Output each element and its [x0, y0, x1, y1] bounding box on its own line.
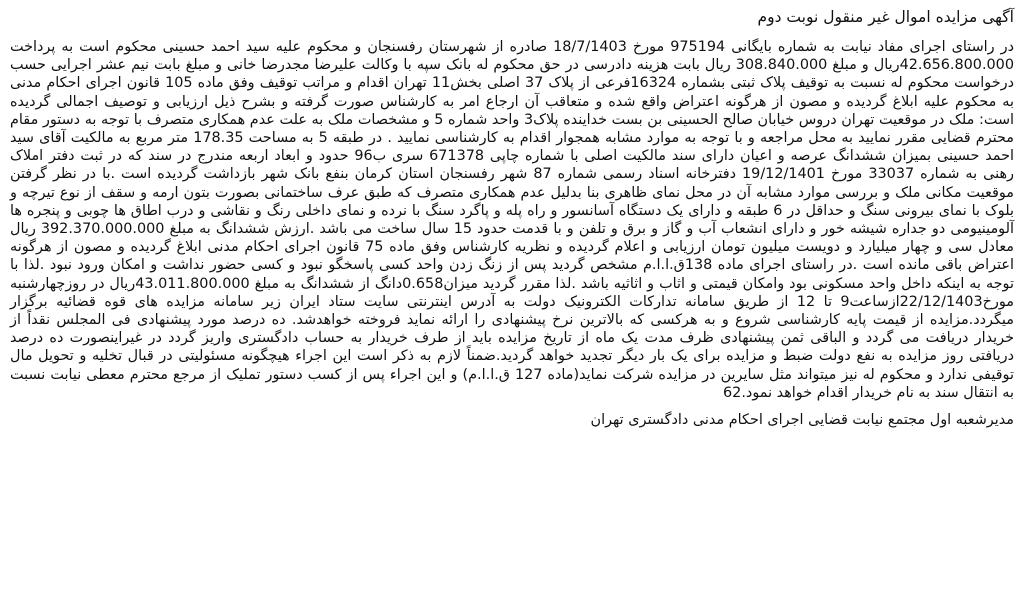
notice-body: در راستای اجرای مفاد نیابت به شماره بایگانی 975194 مورخ 18/7/1403 صادره از شهرستان رفسنجان و محکوم علیه سید احمد حسینی محکوم است به پرداخت 42.656.800.000ریال و مبلغ 308.840.000 ریال بابت هزینه دادرسی در حق محکوم له بانک سپه با وکالت علیرضا مجدرضا خانی و مبلغ بابت نیم عشر اجرایی حسب درخواست محکوم له نسبت به توقیف پلاک ثبتی بشماره 16324فرعی از پلاک 37 اصلی بخش11 تهران اقدام و مراتب توقیف وفق ماده 105 قانون اجرای احکام مدنی به محکوم علیه ابلاغ گردیده و مصون از هرگونه اعتراض واقع شده و متعاقب آن ارجاع امر به کارشناس صورت گرفته و بشرح ذیل ارزیابی و توصیف اجمالی گردیده است: ملک در موقعیت تهران دروس خیابان صالح الحسینی بن بست خداینده پلاک3 واحد شماره 5 و مشخصات ملک به علت عدم همکاری متصرف با توجه به دستور مقام محترم قضایی مقرر نمایید به محل مراجعه و با توجه به موارد مشابه همجوار اقدام به کارشناسی نمایید . در طبقه 5 به مساحت 178.35 متر مربع به مالکیت آقای سید احمد حسینی بمیزان ششدانگ عرصه و اعیان دارای سند مالکیت اصلی با شماره چاپی 671378 سری ب96 حدود و ابعاد اربعه مندرج در سند که در ثبت دفتر املاک رهنی به شماره 33037 مورخ 19/12/1401 دفترخانه اسناد رسمی شماره 87 شهر رفسنجان استان کرمان بنفع بانک شهر بازداشت گردیده است .با در نظر گرفتن موقعیت مکانی ملک و بررسی موارد مشابه آن در محل نمای ظاهری بنا بدلیل عدم همکاری متصرف که طبق عرف ساختمانی بصورت بتون ارمه و سقف از نوع تیرچه و بلوک با نمای بیرونی سنگ و حداقل در 6 طبقه و دارای یک دستگاه آسانسور و راه پله و پاگرد سنگ با نرده و نمای داخلی رنگ و نقاشی و درب اطاق ها چوبی و پنجره ها آلومینیومی دو جداره شیشه خور و دارای انشعاب آب و گاز و برق و تلفن و با قدمت حدود 15 سال ساخت می باشد .ارزش ششدانگ به مبلغ 392.370.000.000 ریال معادل سی و چهار میلیارد و دویست میلیون تومان ارزیابی و اعلام گردیده و نظریه کارشناس وفق ماده 75 قانون اجرای احکام مدنی ابلاغ گردیده و مصون از هرگونه اعتراض باقی مانده است .در راستای اجرای ماده 138ق.ا.ا.م مشخص گردید پس از زنگ زدن واحد کسی پاسخگو نبود و کسی حضور نداشت و امکان ورود نبود .لذا با توجه به اینکه داخل واحد مسکونی بود وامکان قیمتی و اثاب و اثاثیه باشد .لذا مقرر گردید میزان0.658دانگ از ششدانگ به مبلغ 43.011.800.000ریال در روزچهارشنبه مورخ22/12/1403ازساعت9 تا 12 از طریق سامانه تدارکات الکترونیک دولت به آدرس اینترنتی سایت ستاد ایران زیر سامانه مزایده های قوه قضائیه برگزار میگردد.مزایده از قیمت پایه کارشناسی شروع و به هرکسی که بالاترین نرخ پیشنهادی را ارائه نماید فروخته خواهدشد. ده درصد مورد پیشنهادی فی المجلس نقداً از خریدار دریافت می گردد و الباقی ثمن پیشنهادی ظرف مدت یک ماه از تاریخ مزایده باید از طرف خریدار به حساب دادگستری واریز گردد در غیراینصورت ده درصد دریافتی روز مزایده به نفع دولت ضبط و مزایده برای یک بار دیگر تجدید خواهد گردید.ضمناً لازم به ذکر است این اجراء هیچگونه مسئولیتی در قبال تخلیه و تحویل مال توقیفی ندارد و محکوم له نیز میتواند مثل سایرین در مزایده شرکت نماید(ماده 127 ق.ا.ا.م) و این اجراء پس از کسب دستور تملیک از مرجع محترم معطی نیابت نسبت به انتقال سند به نام خریدار اقدام خواهد نمود.62	[10, 39, 1015, 401]
notice-title: آگهی مزایده اموال غیر منقول نوبت دوم	[757, 8, 1014, 26]
notice-signature: مدیرشعبه اول مجتمع نیابت قضایی اجرای احکام مدنی دادگستری تهران	[590, 412, 1014, 429]
